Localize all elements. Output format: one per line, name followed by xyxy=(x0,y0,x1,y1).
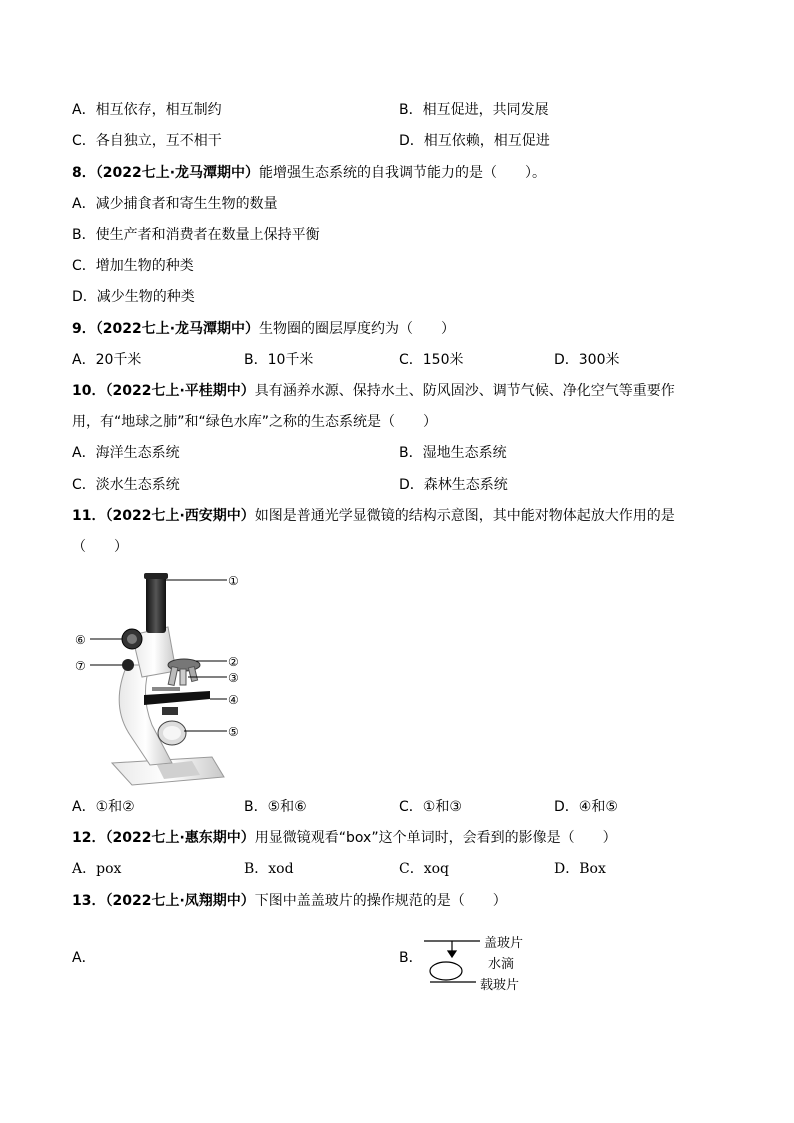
q10-option-a: A．海洋生态系统 xyxy=(72,445,180,461)
q11-option-b: B．⑤和⑥ xyxy=(244,799,307,815)
q11-text-line2: （ ） xyxy=(72,539,128,555)
q8-number: 8． xyxy=(72,165,96,181)
q11-source: （2022七上·西安期中） xyxy=(105,508,255,524)
q10-option-d: D．森林生态系统 xyxy=(399,477,508,493)
q10-option-b: B．湿地生态系统 xyxy=(399,445,507,461)
q12-option-d: D．Box xyxy=(554,861,606,877)
q13-number: 13． xyxy=(72,893,106,909)
q8-option-d: D．减少生物的种类 xyxy=(72,289,195,305)
q10-stem xyxy=(72,381,675,401)
q8-option-c: C．增加生物的种类 xyxy=(72,258,194,274)
label-2: ② xyxy=(228,655,239,669)
q13-text: 下图中盖盖玻片的操作规范的是（ ） xyxy=(254,893,507,909)
q12-number: 12． xyxy=(72,830,106,846)
q11-option-c: C．①和③ xyxy=(399,799,462,815)
microscope-figure xyxy=(72,565,252,790)
q11-option-d: D．④和⑤ xyxy=(554,799,618,815)
q9-option-c: C．150米 xyxy=(399,352,464,368)
fine-focus-knob xyxy=(122,659,134,671)
q11-text-line1: 如图是普通光学显微镜的结构示意图，其中能对物体起放大作用的是 xyxy=(254,508,675,524)
q7-option-c: C．各自独立，互不相干 xyxy=(72,133,222,149)
q13-option-b: B． xyxy=(399,950,423,966)
q12-source: （2022七上·惠东期中） xyxy=(105,830,255,846)
q7-option-a: A．相互依存，相互制约 xyxy=(72,102,222,118)
q11-option-a: A．①和② xyxy=(72,799,135,815)
q7-option-d: D．相互依赖，相互促进 xyxy=(399,133,550,149)
label-5: ⑤ xyxy=(228,725,239,739)
coverslip-label: 盖玻片 xyxy=(484,936,524,951)
q12-option-c: C．xoq xyxy=(399,861,449,877)
q10-text-line2: 用，有“地球之肺”和“绿色水库”之称的生态系统是（ ） xyxy=(72,414,438,430)
q10-text-line1: 具有涵养水源、保持水土、防风固沙、调节气候、净化空气等重要作 xyxy=(254,383,675,399)
water-drop xyxy=(430,962,462,980)
q10-number: 10． xyxy=(72,383,106,399)
q8-option-b: B．使生产者和消费者在数量上保持平衡 xyxy=(72,227,320,243)
q12-text: 用显微镜观看“box”这个单词时，会看到的影像是（ ） xyxy=(254,830,617,846)
q8-source: （2022七上·龙马潭期中） xyxy=(95,165,260,181)
label-1: ① xyxy=(228,574,239,588)
water-drop-label: 水滴 xyxy=(488,957,515,972)
q8-text: 能增强生态系统的自我调节能力的是（ ）。 xyxy=(259,165,547,181)
label-3: ③ xyxy=(228,671,239,685)
stage xyxy=(144,691,210,705)
q9-source: （2022七上·龙马潭期中） xyxy=(95,321,260,337)
q9-number: 9． xyxy=(72,321,96,337)
q7-option-b: B．相互促进，共同发展 xyxy=(399,102,549,118)
label-4: ④ xyxy=(228,693,239,707)
q8-option-a: A．减少捕食者和寄生生物的数量 xyxy=(72,196,278,212)
q9-option-d: D．300米 xyxy=(554,352,620,368)
q12-option-a: A．pox xyxy=(72,861,122,877)
label-6: ⑥ xyxy=(75,633,86,647)
coverslip-diagram xyxy=(420,935,540,995)
q10-option-c: C．淡水生态系统 xyxy=(72,477,180,493)
q12-option-b: B．xod xyxy=(244,861,294,877)
q10-source: （2022七上·平桂期中） xyxy=(105,383,255,399)
q8-stem xyxy=(72,163,546,183)
q13-source: （2022七上·凤翔期中） xyxy=(105,893,255,909)
q9-option-a: A．20千米 xyxy=(72,352,142,368)
q9-option-b: B．10千米 xyxy=(244,352,314,368)
eyepiece-tube xyxy=(146,575,166,633)
q11-number: 11． xyxy=(72,508,106,524)
q9-stem xyxy=(72,319,455,339)
label-7: ⑦ xyxy=(75,659,86,673)
q11-stem xyxy=(72,506,675,526)
q12-stem xyxy=(72,828,617,848)
glass-slide-label: 载玻片 xyxy=(480,978,520,993)
q13-option-a: A． xyxy=(72,950,96,966)
q13-stem xyxy=(72,891,507,911)
q9-text: 生物圈的圈层厚度约为（ ） xyxy=(259,321,456,337)
